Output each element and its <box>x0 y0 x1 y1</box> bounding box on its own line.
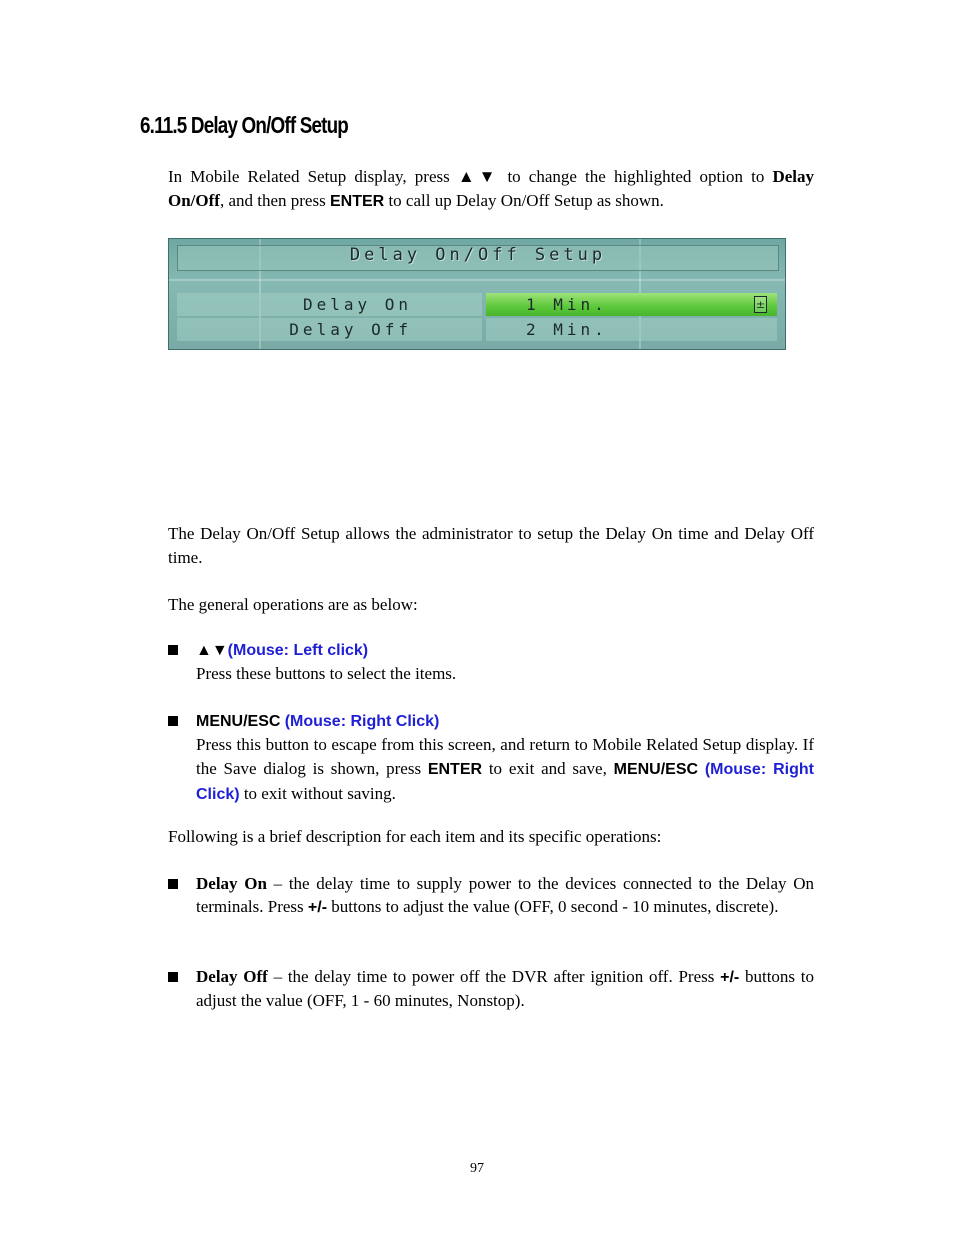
bullet-square-icon <box>168 879 178 889</box>
delay-on-label: Delay On <box>302 295 412 314</box>
delay-off-value-cell[interactable] <box>486 318 777 341</box>
op-arrows-bullet <box>168 638 814 685</box>
up-down-arrows-icon: ▲▼ <box>457 167 500 186</box>
page-number: 97 <box>470 1161 484 1176</box>
delay-on-value: 1 Min. <box>526 295 608 314</box>
mouse-left-click-label: (Mouse: Left click) <box>227 642 369 659</box>
row-label-cell <box>177 318 482 341</box>
delay-off-text: buttons to adjust the value (OFF, 1 - 60 minutes, Nonstop). <box>196 967 815 1010</box>
general-operations-intro: The general operations are as below: <box>168 595 418 614</box>
delay-off-value: 2 Min. <box>526 320 608 339</box>
plus-minus-key-label: +/- <box>720 969 740 986</box>
section-heading: 6.11.5 Delay On/Off Setup <box>140 112 348 138</box>
delay-on-text: buttons to adjust the value (OFF, 0 second - 10 minutes, discrete). <box>327 897 779 916</box>
delay-on-bullet <box>168 872 814 919</box>
bullet-square-icon <box>168 716 178 726</box>
delay-off-row[interactable] <box>177 318 777 341</box>
menu-esc-key-label: MENU/ESC <box>613 761 699 778</box>
screenshot-title: Delay On/Off Setup <box>349 245 607 265</box>
bullet-square-icon <box>168 972 178 982</box>
row-label-cell <box>177 293 482 316</box>
enter-key-label: ENTER <box>427 761 483 778</box>
up-down-arrows-icon: ▲▼ <box>196 642 228 659</box>
mouse-right-click-label: (Mouse: Right Click) <box>284 713 440 730</box>
delay-on-row[interactable] <box>177 293 777 316</box>
bg-decor <box>169 279 786 281</box>
delay-off-term: Delay Off <box>196 967 268 986</box>
description-paragraph: The Delay On/Off Setup allows the administrator to setup the Delay On time and Delay Off time. <box>168 524 814 567</box>
delay-setup-screenshot <box>168 238 786 350</box>
op-menu-text: to exit without saving. <box>239 784 396 803</box>
delay-on-term: Delay On <box>196 874 267 893</box>
intro-text: , and then press <box>219 191 330 210</box>
delay-off-bullet <box>168 965 814 1012</box>
delay-off-label: Delay Off <box>289 320 412 339</box>
intro-option-name: Delay On/Off <box>168 167 814 210</box>
delay-on-value-cell[interactable] <box>486 293 777 316</box>
plus-minus-icon[interactable]: ± <box>755 298 766 311</box>
intro-text: to call up Delay On/Off Setup as shown. <box>384 191 664 210</box>
following-paragraph: Following is a brief description for each item and its specific operations: <box>168 827 662 846</box>
intro-text: In Mobile Related Setup display, press <box>168 167 458 186</box>
enter-key-label: ENTER <box>329 193 385 210</box>
intro-text: to change the highlighted option to <box>499 167 773 186</box>
bullet-square-icon <box>168 645 178 655</box>
delay-off-text: – the delay time to power off the DVR after ignition off. Press <box>267 967 721 986</box>
op-arrows-text: Press these buttons to select the items. <box>196 664 457 683</box>
op-menu-text: Press this button to escape from this screen, and return to Mobile Related Setup display. If the Save dialog is shown, press <box>196 735 814 778</box>
intro-paragraph <box>168 165 814 214</box>
op-menu-esc-bullet <box>168 709 814 807</box>
delay-on-text: – the delay time to supply power to the devices connected to the Delay On terminals. Press <box>196 874 814 916</box>
plus-minus-key-label: +/- <box>307 899 328 916</box>
menu-esc-key-label: MENU/ESC <box>196 713 281 730</box>
mouse-right-click-label: (Mouse: Right Click) <box>196 761 814 803</box>
op-menu-text: to exit and save, <box>482 759 614 778</box>
